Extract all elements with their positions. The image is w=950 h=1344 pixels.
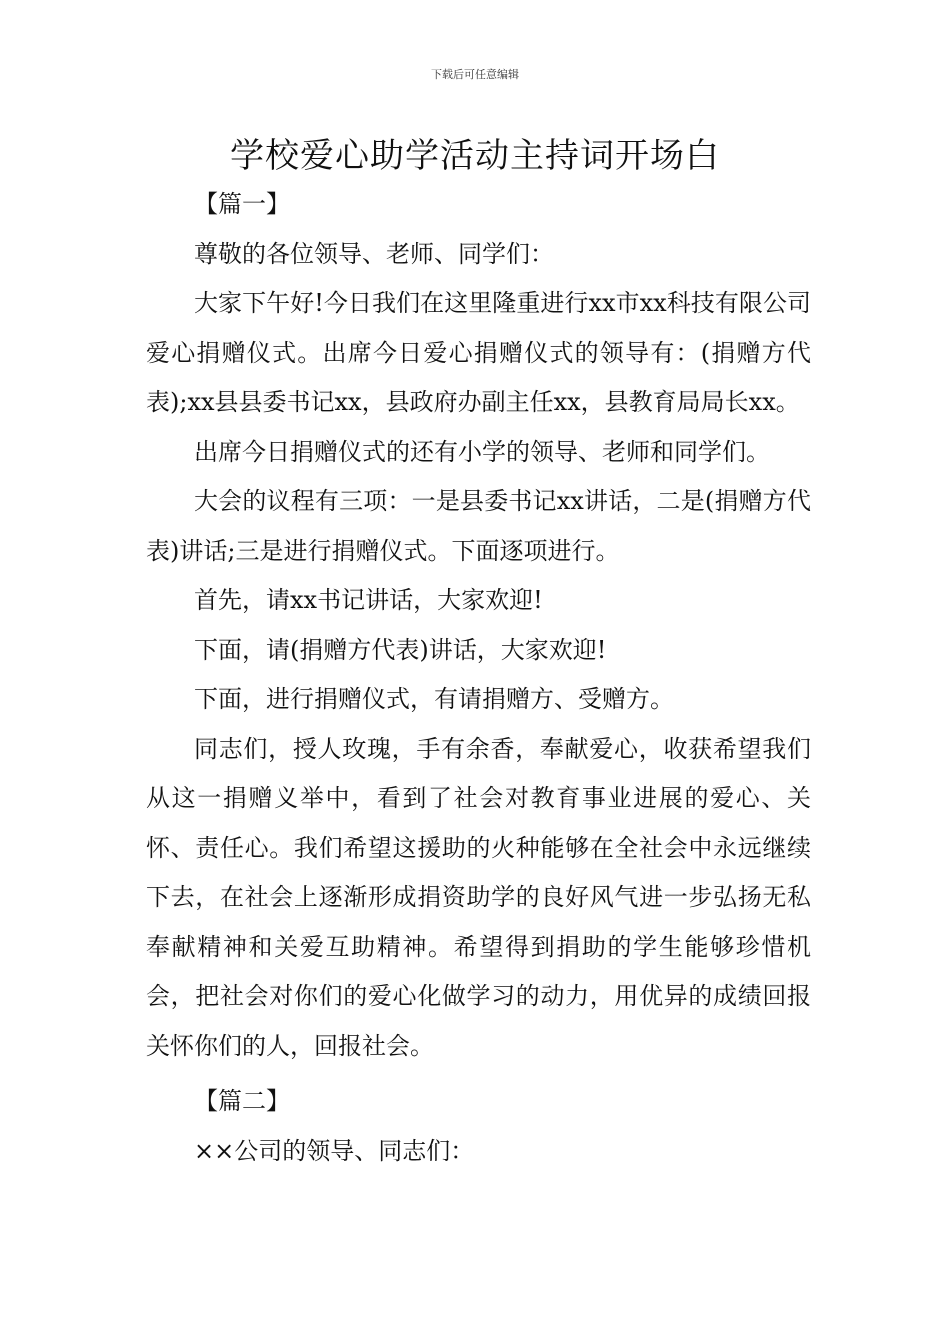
attendees-paragraph: 出席今日捐赠仪式的还有小学的领导、老师和同学们。: [194, 437, 770, 466]
speech-1-paragraph: 首先，请xx书记讲话，大家欢迎!: [194, 586, 543, 614]
speech-2-paragraph: 下面，请(捐赠方代表)讲话，大家欢迎!: [194, 635, 607, 664]
section-heading: 【篇一】: [194, 190, 290, 218]
document-body: [146, 180, 811, 1176]
document-title: 学校爱心助学活动主持词开场白: [230, 136, 720, 176]
agenda-paragraph: 大会的议程有三项：一是县委书记xx讲话，二是(捐赠方代表)讲话;三是进行捐赠仪式。下面逐项进行。: [146, 487, 811, 565]
closing-paragraph: 同志们，授人玫瑰，手有余香，奉献爱心，收获希望我们从这一捐赠义举中，看到了社会对教育事业进展的爱心、关怀、责任心。我们希望这援助的火种能够在全社会中永远继续下去，在社会上逐渐形成捐资助学的良好风气进一步弘扬无私奉献精神和关爱互助精神。希望得到捐助的学生能够珍惜机会，把社会对你们的爱心化做学习的动力，用优异的成绩回报关怀你们的人，回报社会。: [146, 734, 811, 1060]
section-1: [146, 180, 811, 1071]
greeting-paragraph: ××公司的领导、同志们：: [194, 1136, 475, 1165]
greeting-paragraph: 尊敬的各位领导、老师、同学们：: [194, 239, 554, 268]
section-2: [146, 1077, 811, 1176]
page-header-note: 下载后可任意编辑: [431, 68, 519, 81]
ceremony-paragraph: 下面，进行捐赠仪式，有请捐赠方、受赠方。: [194, 685, 674, 713]
section-heading: 【篇二】: [194, 1087, 290, 1115]
opening-paragraph: 大家下午好!今日我们在这里隆重进行xx市xx科技有限公司爱心捐赠仪式。出席今日爱心捐赠仪式的领导有：(捐赠方代表);xx县县委书记xx，县政府办副主任xx，县教育局局长xx。: [146, 289, 811, 416]
